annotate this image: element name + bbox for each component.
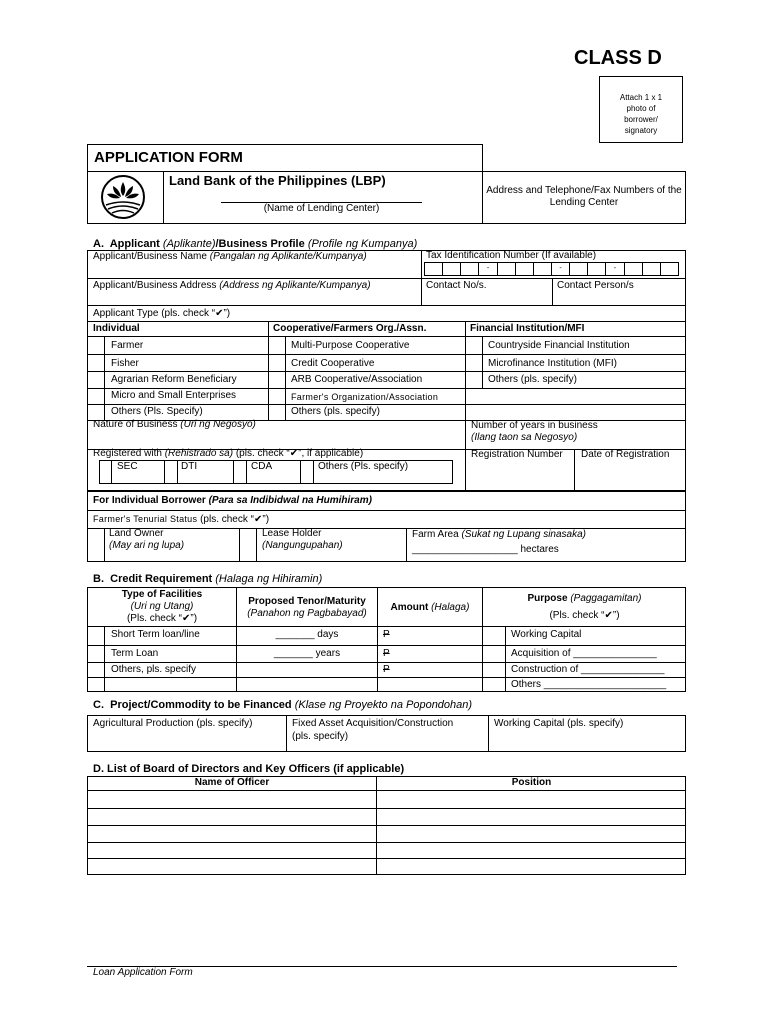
years-tag: (Ilang taon sa Negosyo)	[471, 432, 578, 443]
section-a-heading: A. Applicant (Aplikante)/Business Profile (Profile ng Kumpanya)	[93, 238, 418, 250]
facility-option[interactable]: Term Loan	[111, 648, 159, 659]
class-label: CLASS D	[574, 47, 662, 69]
footer-label: Loan Application Form	[93, 967, 193, 978]
fi-option[interactable]: Others (pls. specify)	[488, 374, 577, 385]
tenurial-label: Farmer's Tenurial Status (pls. check “✔”)	[93, 514, 270, 525]
peso-sign: P	[383, 629, 390, 640]
col-amount: Amount (Halaga)	[390, 602, 470, 613]
col-tenor-tag: (Panahon ng Pagbabayad)	[247, 608, 367, 619]
individual-option[interactable]: Others (Pls. Specify)	[111, 406, 203, 417]
farm-area-label: Farm Area (Sukat ng Lupang sinasaka)	[412, 529, 586, 540]
purpose-option[interactable]: Working Capital	[511, 629, 582, 640]
col-fi: Financial Institution/MFI	[470, 323, 585, 334]
lending-center-caption: (Name of Lending Center)	[263, 203, 380, 214]
reg-option-sec[interactable]: SEC	[117, 461, 138, 472]
applicant-type-label: Applicant Type (pls. check “✔”)	[93, 308, 231, 319]
reg-option-others[interactable]: Others (Pls. specify)	[318, 461, 409, 472]
col-officer-name: Name of Officer	[194, 777, 270, 788]
col-type: Type of Facilities	[121, 589, 203, 600]
section-b-heading: B. Credit Requirement (Halaga ng Hihiramin)	[93, 573, 323, 585]
col-officer-position: Position	[511, 777, 552, 788]
photo-line: signatory	[624, 126, 658, 135]
purpose-option[interactable]: Others ______________________	[511, 679, 667, 690]
reg-date-label: Date of Registration	[581, 449, 670, 460]
tenor-years-field[interactable]: _______ years	[273, 648, 341, 659]
project-option[interactable]: Agricultural Production (pls. specify)	[93, 718, 253, 729]
fi-option[interactable]: Countryside Financial Institution	[488, 340, 630, 351]
coop-option[interactable]: Others (pls. specify)	[291, 406, 380, 417]
coop-option[interactable]: Multi-Purpose Cooperative	[291, 340, 410, 351]
years-label: Number of years in business	[471, 420, 598, 431]
facility-option[interactable]: Short Term loan/line	[111, 629, 200, 640]
tin-field[interactable]: - - -	[424, 262, 679, 276]
landbank-logo	[98, 174, 148, 220]
nature-label: Nature of Business (Uri ng Negosyo)	[93, 419, 256, 430]
registered-label: Registered with (Rehistrado sa) (pls. check “✔”, if applicable)	[93, 448, 364, 459]
col-tenor: Proposed Tenor/Maturity	[248, 596, 366, 607]
lease-holder-tag: (Nangungupahan)	[262, 540, 343, 551]
individual-option[interactable]: Fisher	[111, 358, 139, 369]
purpose-option[interactable]: Acquisition of _______________	[511, 648, 657, 659]
section-d-heading: D. List of Board of Directors and Key Officers (if applicable)	[93, 763, 405, 775]
photo-line: photo of	[626, 104, 656, 113]
land-owner-option[interactable]: Land Owner	[109, 528, 164, 539]
coop-option[interactable]: ARB Cooperative/Association	[291, 374, 423, 385]
project-option-sub: (pls. specify)	[292, 731, 349, 742]
col-purpose-check: (Pls. check “✔”)	[549, 610, 620, 621]
reg-number-label: Registration Number	[471, 449, 563, 460]
business-name-label: Applicant/Business Name (Pangalan ng Aplikante/Kumpanya)	[93, 251, 367, 262]
coop-option[interactable]: Credit Cooperative	[291, 358, 375, 369]
col-purpose: Purpose (Paggagamitan)	[527, 593, 642, 604]
reg-option-dti[interactable]: DTI	[181, 461, 198, 472]
project-option[interactable]: Fixed Asset Acquisition/Construction	[292, 718, 454, 729]
photo-box[interactable]	[599, 76, 683, 143]
individual-option[interactable]: Agrarian Reform Beneficiary	[111, 374, 237, 385]
col-type-check: (Pls. check “✔”)	[126, 613, 198, 624]
coop-option[interactable]: Farmer's Organization/Association	[291, 392, 439, 402]
peso-sign: P	[383, 648, 390, 659]
tin-label: Tax Identification Number (If available)	[426, 250, 597, 261]
business-address-label: Applicant/Business Address (Address ng Aplikante/Kumpanya)	[93, 280, 371, 291]
individual-option[interactable]: Farmer	[111, 340, 144, 351]
contact-no-label: Contact No/s.	[426, 280, 487, 291]
land-owner-tag: (May ari ng lupa)	[109, 540, 185, 551]
col-type-tag: (Uri ng Utang)	[130, 601, 194, 612]
purpose-option[interactable]: Construction of _______________	[511, 664, 665, 675]
officer-position-cells[interactable]	[377, 791, 685, 875]
farm-area-field[interactable]: ___________________ hectares	[412, 544, 559, 555]
bank-name: Land Bank of the Philippines (LBP)	[169, 173, 386, 188]
contact-person-label: Contact Person/s	[557, 280, 634, 291]
peso-sign: P	[383, 664, 390, 675]
reg-option-cda[interactable]: CDA	[251, 461, 273, 472]
tenor-days-field[interactable]: _______ days	[275, 629, 339, 640]
section-c-heading: C. Project/Commodity to be Financed (Klase ng Proyekto na Popondohan)	[93, 699, 473, 711]
photo-line: Attach 1 x 1	[619, 93, 663, 102]
individual-option[interactable]: Micro and Small Enterprises	[111, 390, 237, 401]
address-caption: Address and Telephone/Fax Numbers of the Lending Center	[486, 185, 682, 208]
fi-option[interactable]: Microfinance Institution (MFI)	[488, 358, 617, 369]
lease-holder-option[interactable]: Lease Holder	[262, 528, 322, 539]
col-coop: Cooperative/Farmers Org./Assn.	[273, 323, 427, 334]
project-option[interactable]: Working Capital (pls. specify)	[494, 718, 624, 729]
photo-line: borrower/	[624, 115, 658, 124]
officer-name-cells[interactable]	[88, 791, 376, 875]
form-title: APPLICATION FORM	[94, 149, 243, 166]
facility-option[interactable]: Others, pls. specify	[111, 664, 197, 675]
individual-borrower-label: For Individual Borrower (Para sa Indibidwal na Humihiram)	[93, 495, 372, 506]
col-individual: Individual	[93, 323, 140, 334]
